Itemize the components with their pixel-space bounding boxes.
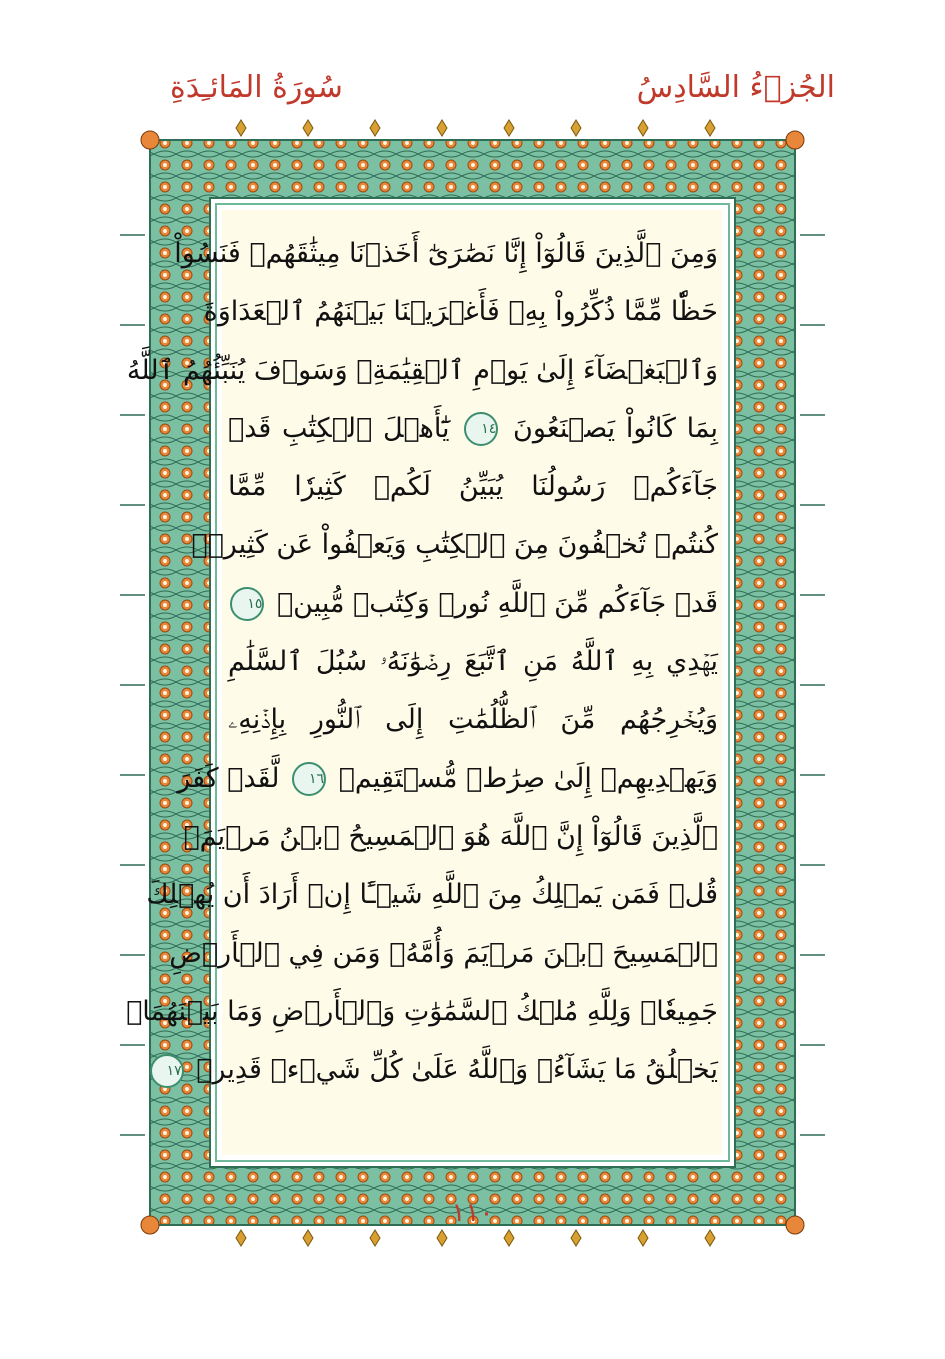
juz-title: الجُزۡءُ السَّادِسُ bbox=[636, 70, 835, 105]
line-text: جَآءَكُمۡ رَسُولُنَا يُبَيِّنُ لَكُمۡ كَثِيرٗا مِّمَّا bbox=[228, 471, 718, 503]
line-text: يَٰٓأَهۡلَ ٱلۡكِتَٰبِ قَدۡ bbox=[228, 412, 450, 444]
page-number: ١١٠ bbox=[451, 1198, 494, 1228]
verse-line bbox=[228, 691, 718, 749]
verse-lines bbox=[126, 225, 718, 1099]
line-text: ٱلۡمَسِيحَ ٱبۡنَ مَرۡيَمَ وَأُمَّهُۥ وَمَن فِي ٱلۡأَرۡضِ bbox=[169, 937, 718, 969]
verse-line bbox=[203, 283, 718, 341]
line-text: ٱلَّذِينَ قَالُوٓاْ إِنَّ ٱللَّهَ هُوَ ٱلۡمَسِيحُ ٱبۡنُ مَرۡيَمَۚ bbox=[183, 820, 718, 852]
verse-line bbox=[228, 575, 718, 633]
verse-line bbox=[169, 925, 718, 983]
line-text: وَيَهۡدِيهِمۡ إِلَىٰ صِرَٰطٖ مُّسۡتَقِيمٖ bbox=[338, 762, 718, 794]
ayah-number-marker: ١٥ bbox=[230, 587, 264, 621]
verse-line bbox=[183, 808, 718, 866]
verse-line bbox=[174, 225, 718, 283]
verse-line bbox=[228, 458, 718, 516]
line-text: بِمَا كَانُواْ يَصۡنَعُونَ bbox=[513, 412, 718, 444]
line-text: جَمِيعٗاۗ وَلِلَّهِ مُلۡكُ ٱلسَّمَٰوَٰتِ وَٱلۡأَرۡضِ وَمَا بَيۡنَهُمَاۚ bbox=[126, 995, 718, 1027]
line-text: يَهۡدِي بِهِ ٱللَّهُ مَنِ ٱتَّبَعَ رِضۡوَٰنَهُۥ سُبُلَ ٱلسَّلَٰمِ bbox=[228, 646, 718, 678]
verse-line bbox=[126, 983, 718, 1041]
line-text: لَّقَدۡ كَفَرَ bbox=[177, 762, 280, 794]
ayah-number-marker: ١٧ bbox=[150, 1054, 184, 1088]
line-text: كُنتُمۡ تُخۡفُونَ مِنَ ٱلۡكِتَٰبِ وَيَعۡفُواْ عَن كَثِيرٖۚ bbox=[191, 529, 718, 561]
line-text: يَخۡلُقُ مَا يَشَآءُۚ وَٱللَّهُ عَلَىٰ كُلِّ شَيۡءٖ قَدِيرٞ bbox=[196, 1054, 718, 1086]
verse-line bbox=[228, 633, 718, 691]
line-text: حَظّٗا مِّمَّا ذُكِّرُواْ بِهِۦ فَأَغۡرَيۡنَا بَيۡنَهُمُ ٱلۡعَدَاوَةَ bbox=[203, 296, 718, 328]
line-text: وَٱلۡبَغۡضَآءَ إِلَىٰ يَوۡمِ ٱلۡقِيَٰمَةِۚ وَسَوۡفَ يُنَبِّئُهُمُ ٱللَّهُ bbox=[126, 354, 718, 386]
verse-line bbox=[166, 1041, 718, 1099]
ayah-number-marker: ١٦ bbox=[292, 762, 326, 796]
verse-line bbox=[177, 750, 718, 808]
line-text: قَدۡ جَآءَكُم مِّنَ ٱللَّهِ نُورٞ وَكِتَٰبٞ مُّبِينٞ bbox=[276, 587, 718, 619]
surah-title: سُورَةُ المَائـِدَةِ bbox=[170, 70, 343, 105]
ayah-number-marker: ١٤ bbox=[464, 412, 498, 446]
line-text: وَمِنَ ٱلَّذِينَ قَالُوٓاْ إِنَّا نَصَٰرَىٰٓ أَخَذۡنَا مِيثَٰقَهُمۡ فَنَسُواْ bbox=[174, 238, 718, 269]
verse-line bbox=[228, 400, 718, 458]
line-text: وَيُخۡرِجُهُم مِّنَ ٱلظُّلُمَٰتِ إِلَى ٱلنُّورِ بِإِذۡنِهِۦ bbox=[228, 704, 718, 736]
line-text: قُلۡ فَمَن يَمۡلِكُ مِنَ ٱللَّهِ شَيۡـًٔا إِنۡ أَرَادَ أَن يُهۡلِكَ bbox=[146, 879, 718, 911]
verse-line bbox=[126, 342, 718, 400]
verse-line bbox=[191, 516, 718, 574]
verse-line bbox=[146, 866, 718, 924]
